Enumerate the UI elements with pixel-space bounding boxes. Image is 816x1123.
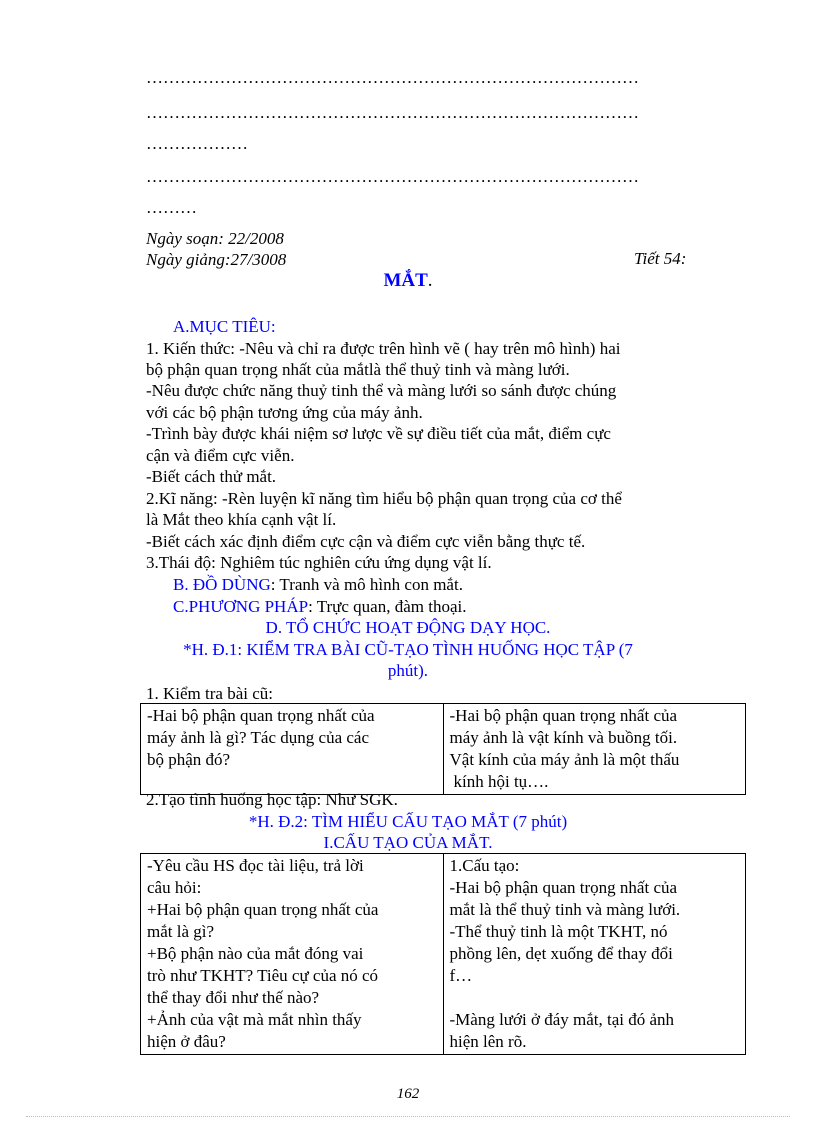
section-a-line: 2.Kĩ năng: -Rèn luyện kĩ năng tìm hiểu bộ phận quan trọng của cơ thể: [146, 489, 622, 508]
section-a-line: cận và điểm cực viễn.: [146, 446, 295, 465]
cell-line: +Ảnh của vật mà mắt nhìn thấy: [147, 1010, 362, 1029]
section-a-line: với các bộ phận tương ứng của máy ảnh.: [146, 403, 423, 422]
cell-line: -Hai bộ phận quan trọng nhất của: [449, 706, 678, 725]
footer-divider: [26, 1116, 790, 1117]
cell-line: phồng lên, dẹt xuống để thay đổi: [449, 944, 673, 963]
cell-line: f…: [449, 966, 473, 985]
section-a-line: -Biết cách xác định điểm cực cận và điểm cực viễn bằng thực tế.: [146, 532, 586, 551]
ngay-giang: Ngày giảng:27/3008: [146, 250, 287, 269]
section-a-line: bộ phận quan trọng nhất của mắtlà thể thuỷ tinh và màng lưới.: [146, 360, 570, 379]
cell-line: Vật kính của máy ảnh là một thấu: [449, 750, 680, 769]
ngay-soan: Ngày soạn: 22/2008: [146, 229, 284, 248]
dotted-line-1: ……………………………………………………………………………: [146, 68, 639, 87]
hd1-heading-line1: *H. Đ.1: KIỂM TRA BÀI CŨ-TẠO TÌNH HUỐNG HỌC TẬP (7: [183, 640, 633, 659]
cell-line: thể thay đổi như thế nào?: [147, 988, 320, 1007]
table-row: [141, 704, 746, 795]
kiem-tra-answer-cell: [443, 704, 746, 795]
dotted-line-4: ……………………………………………………………………………: [146, 167, 639, 186]
cell-line: câu hỏi:: [147, 878, 202, 897]
cell-line: mắt là thể thuỷ tinh và màng lưới.: [449, 900, 681, 919]
cell-line: máy ảnh là gì? Tác dụng của các: [147, 728, 369, 747]
section-a-heading: A.MỤC TIÊU:: [173, 317, 276, 336]
title-dot: .: [427, 270, 433, 291]
cell-line: -Màng lưới ở đáy mắt, tại đó ảnh: [449, 1010, 675, 1029]
cell-line: +Hai bộ phận quan trọng nhất của: [147, 900, 379, 919]
kiem-tra-label: 1. Kiểm tra bài cũ:: [146, 684, 273, 703]
page-number: 162: [396, 1086, 420, 1102]
cell-line: bộ phận đó?: [147, 750, 231, 769]
tiet-label: Tiết 54:: [634, 249, 687, 268]
section-a-line: -Nêu được chức năng thuỷ tinh thể và màng lưới so sánh được chúng: [146, 381, 617, 400]
kiem-tra-table: [140, 703, 746, 795]
cell-line: hiện lên rõ.: [449, 1032, 527, 1051]
section-a-line: 3.Thái độ: Nghiêm túc nghiên cứu ứng dụng vật lí.: [146, 553, 492, 572]
table-row: [141, 854, 746, 1055]
title-text: MẮT: [383, 270, 428, 291]
section-a-line: là Mắt theo khía cạnh vật lí.: [146, 510, 337, 529]
cau-tao-table: [140, 853, 746, 1055]
hd2-subheading: I.CẤU TẠO CỦA MẮT.: [323, 833, 493, 852]
tao-tinh-huong: 2.Tạo tình huống học tập: Như SGK.: [146, 790, 398, 809]
hd1-heading-line2: phút).: [387, 661, 429, 680]
section-c-text: : Trực quan, đàm thoại.: [308, 597, 467, 616]
cell-line: [450, 987, 742, 1009]
cell-line: -Hai bộ phận quan trọng nhất của: [449, 878, 678, 897]
cell-line: trò như TKHT? Tiêu cự của nó có: [147, 966, 379, 985]
cell-line: -Thể thuỷ tinh là một TKHT, nó: [449, 922, 668, 941]
dotted-line-3: ………………: [146, 134, 248, 153]
section-b-text: : Tranh và mô hình con mắt.: [270, 575, 463, 594]
dotted-line-5: ………: [146, 198, 197, 217]
section-a-line: -Biết cách thử mắt.: [146, 467, 277, 486]
kiem-tra-question-cell: [141, 704, 444, 795]
cell-line: 1.Cấu tạo:: [449, 856, 520, 875]
hd2-heading: *H. Đ.2: TÌM HIỂU CẤU TẠO MẮT (7 phút): [248, 812, 568, 831]
section-b: [173, 574, 463, 596]
cell-line: hiện ở đâu?: [147, 1032, 226, 1051]
page-title: [0, 270, 816, 292]
cau-tao-answer-cell: [443, 854, 746, 1055]
section-b-label: B. ĐỒ DÙNG: [173, 575, 271, 594]
cell-line: -Hai bộ phận quan trọng nhất của: [147, 706, 375, 725]
cell-line: máy ảnh là vật kính và buồng tối.: [449, 728, 678, 747]
section-c-label: C.PHƯƠNG PHÁP: [173, 597, 309, 616]
cell-line: mắt là gì?: [147, 922, 215, 941]
section-a-line: 1. Kiến thức: -Nêu và chỉ ra được trên hình vẽ ( hay trên mô hình) hai: [146, 339, 621, 358]
section-c: [173, 596, 467, 618]
cell-line: -Yêu cầu HS đọc tài liệu, trả lời: [147, 856, 364, 875]
cau-tao-question-cell: [141, 854, 444, 1055]
section-d-heading: D. TỔ CHỨC HOẠT ĐỘNG DẠY HỌC.: [265, 618, 551, 637]
cell-line: kính hội tụ….: [453, 772, 549, 791]
section-a-line: -Trình bày được khái niệm sơ lược về sự điều tiết của mắt, điểm cực: [146, 424, 611, 443]
dotted-line-2: ……………………………………………………………………………: [146, 103, 639, 122]
cell-line: +Bộ phận nào của mắt đóng vai: [147, 944, 364, 963]
